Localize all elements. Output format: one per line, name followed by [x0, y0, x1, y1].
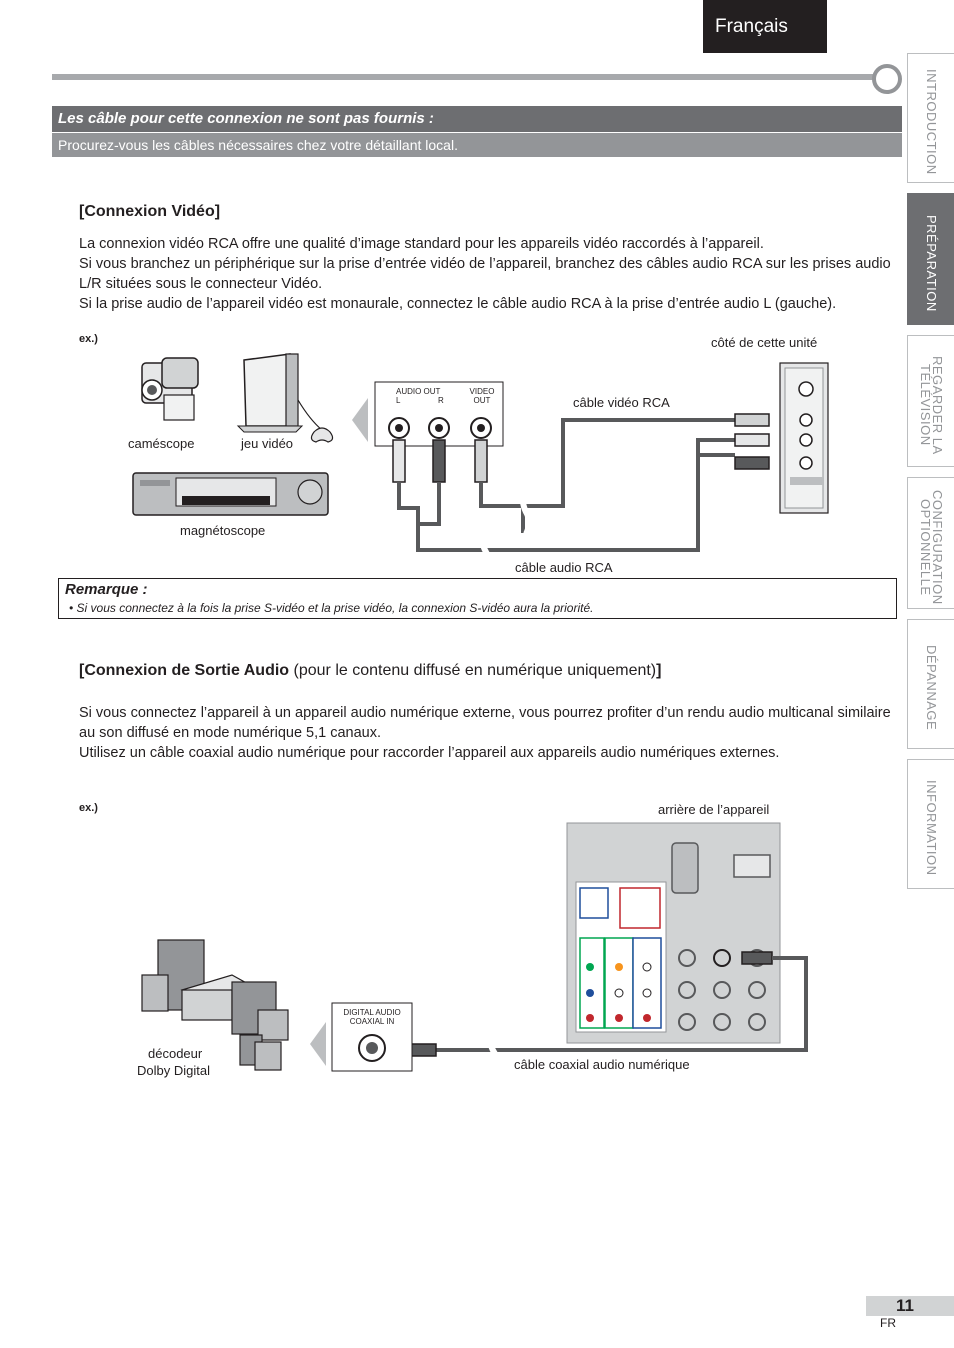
- video-cable-label: câble vidéo RCA: [573, 395, 670, 410]
- video-para-2: Si vous branchez un périphérique sur la prise d’entrée vidéo de l’appareil, branchez des câbles audio RCA sur les prises audio L/R situées sous le connecteur Vidéo.: [79, 256, 891, 292]
- tv-rear-panel: [567, 823, 780, 1043]
- example-label-audio: ex.): [79, 802, 98, 814]
- page-number: 11: [896, 1296, 914, 1315]
- cables-banner-subtitle: Procurez-vous les câbles nécessaires chez votre détaillant local.: [52, 133, 902, 157]
- audio-heading-note: (pour le contenu diffusé en numérique uniquement): [289, 662, 657, 679]
- video-heading: [Connexion Vidéo]: [79, 203, 221, 220]
- unit-side-label: côté de cette unité: [711, 335, 818, 350]
- side-tab-label: INFORMATION: [924, 780, 939, 876]
- side-tab-label: REGARDER LA TÉLÉVISION: [918, 355, 945, 455]
- audio-out-l-label: L: [396, 396, 401, 405]
- audio-heading-close: ]: [656, 662, 662, 679]
- audio-out-r-label: R: [438, 396, 444, 405]
- coax-cable-label: câble coaxial audio numérique: [514, 1057, 690, 1072]
- side-tab-label: PRÉPARATION: [924, 214, 939, 312]
- side-tab-label: INTRODUCTION: [924, 69, 939, 175]
- cables-banner-title: Les câble pour cette connexion ne sont pas fournis :: [52, 106, 902, 132]
- arrow-left-icon: [352, 398, 368, 442]
- vcr-illustration: [133, 473, 328, 515]
- page-number-bar: [866, 1296, 954, 1316]
- coax-plug-tv: [742, 952, 772, 964]
- game-console-label: jeu vidéo: [241, 436, 294, 451]
- video-out-label: VIDEO OUT: [469, 387, 495, 405]
- remark-box: [58, 578, 897, 619]
- audio-heading-bold: [Connexion de Sortie Audio: [79, 662, 290, 679]
- rear-of-unit-label: arrière de l’appareil: [658, 802, 770, 817]
- audio-para-1: Si vous connectez l’appareil à un appareil audio numérique externe, vous pourrez profiter d’un rendu audio multicanal similaire au son diffusé en mode numérique 5,1 canaux.: [79, 705, 891, 741]
- decoder-label-line2: Dolby Digital: [137, 1063, 210, 1078]
- camcorder-label: caméscope: [128, 436, 195, 451]
- remark-bullet: • Si vous connectez à la fois la prise S-vidéo et la prise vidéo, la connexion S-vidéo aura la priorité.: [69, 601, 594, 615]
- video-para-1: La connexion vidéo RCA offre une qualité d’image standard pour les appareils vidéo raccordés à l’appareil.: [79, 236, 764, 252]
- audio-heading: [79, 662, 661, 680]
- tv-side-input-panel: [780, 363, 828, 513]
- vcr-label: magnétoscope: [180, 523, 266, 538]
- side-tab-label: DÉPANNAGE: [924, 645, 939, 731]
- game-console-illustration: [238, 354, 333, 442]
- audio-para-2: Utilisez un câble coaxial audio numérique pour raccorder l’appareil aux appareils audio numériques externes.: [79, 745, 780, 761]
- camcorder-illustration: [142, 358, 198, 420]
- audio-out-label: AUDIO OUT: [396, 387, 441, 396]
- remark-title: Remarque :: [65, 581, 148, 598]
- digital-audio-in-label: DIGITAL AUDIO COAXIAL IN: [343, 1008, 401, 1026]
- language-tab: Français: [703, 0, 827, 53]
- arrow-left-icon: [310, 1022, 326, 1066]
- video-para-3: Si la prise audio de l’appareil vidéo est monaurale, connectez le câble audio RCA à la prise d’entrée audio L (gauche).: [79, 296, 837, 312]
- audio-cable-label: câble audio RCA: [515, 560, 613, 575]
- tv-side-plugs: [735, 414, 769, 469]
- side-tab-label: CONFIGURATION OPTIONNELLE: [918, 489, 945, 605]
- audio-description: [79, 703, 899, 763]
- example-label-video: ex.): [79, 333, 98, 345]
- decoder-label-line1: décodeur: [148, 1046, 203, 1061]
- language-code: FR: [880, 1316, 896, 1330]
